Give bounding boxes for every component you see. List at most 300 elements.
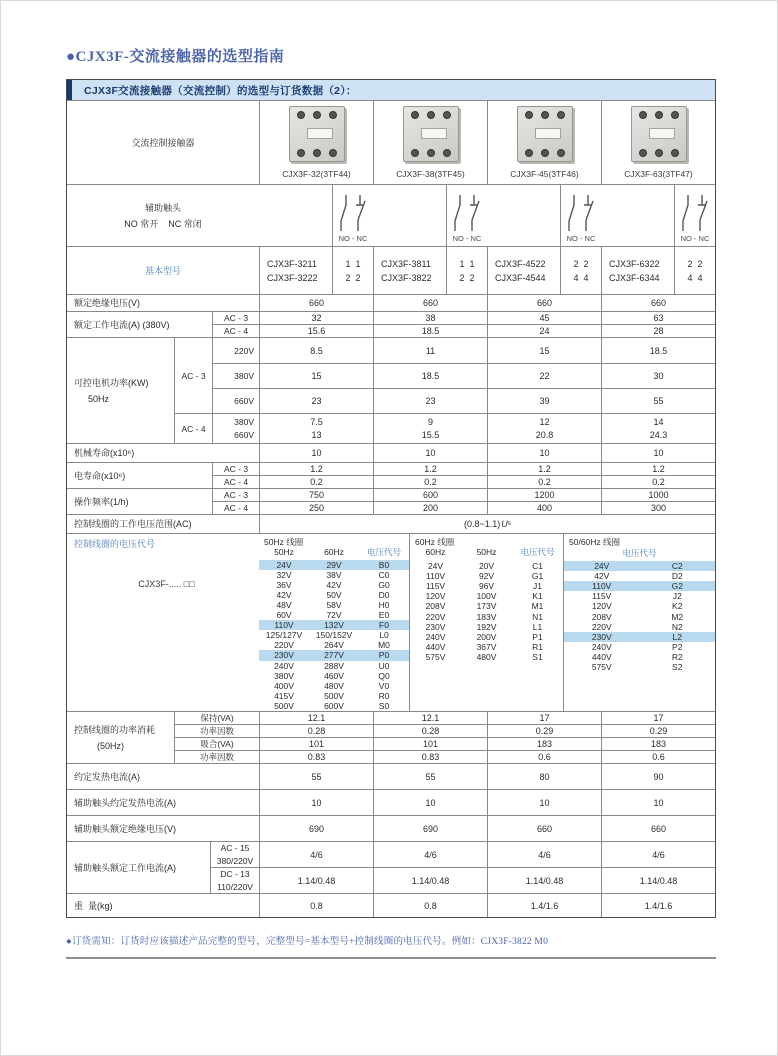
voltage-code-row: [564, 662, 715, 672]
value-line: 9: [427, 417, 433, 427]
voltage-code: N2: [671, 621, 683, 632]
voltage-code-row: [259, 620, 409, 630]
voltage-subcell: [212, 338, 259, 363]
contactor-model-label: CJX3F-32(3TF44): [282, 169, 351, 179]
nameplate-chip: [421, 128, 447, 139]
value-line: 18.5: [421, 371, 440, 381]
row-basic-model: [67, 246, 715, 294]
terminal-dots-bottom: [411, 149, 451, 157]
sub-row: [174, 750, 715, 763]
sub-label: AC - 3: [212, 463, 259, 475]
voltage-60hz: 288V: [324, 660, 344, 671]
model-names: [487, 247, 560, 294]
voltage-60hz: 600V: [324, 700, 344, 711]
row-label: 电寿命(x10⁶): [74, 470, 126, 481]
voltage-code: Q0: [378, 670, 390, 681]
nameplate-chip: [535, 128, 561, 139]
subheader-cell: 60Hz: [425, 547, 446, 557]
voltage-code: C0: [378, 569, 390, 580]
sub-row: [212, 501, 715, 514]
range-text: (0.8~1.1): [463, 519, 501, 529]
voltage-code-row: [410, 591, 563, 601]
value-line: 18.5: [649, 345, 668, 356]
voltage-code: H0: [378, 600, 390, 611]
voltage-code-row: [564, 622, 715, 632]
voltage-code: L2: [672, 631, 682, 642]
voltage-code-row: [410, 622, 563, 632]
voltage-60hz: 240V: [425, 631, 446, 642]
pole-count: 2 2: [459, 272, 475, 283]
voltage-code: S0: [378, 700, 390, 711]
no-nc-caption: NO - NC: [452, 234, 482, 243]
voltage-code-row: [564, 591, 715, 601]
voltage-code: C1: [532, 561, 543, 572]
voltage: 220V: [591, 621, 612, 632]
model-name: CJX3F-3811: [381, 258, 431, 269]
motor-row: [212, 388, 715, 413]
value-cell: 0.8: [373, 894, 487, 917]
subheader-cell: 电压代号: [366, 547, 401, 557]
value-cell: 600: [373, 489, 487, 501]
value-cell: 1.2: [601, 463, 715, 475]
sub-row: [174, 724, 715, 737]
group-title: 60Hz 线圈: [415, 537, 455, 547]
no-nc-contact-icon: [452, 193, 482, 233]
value-cell: 690: [259, 816, 373, 841]
value-line: 30: [653, 371, 664, 381]
sub-label-line: 110/220V: [217, 882, 253, 892]
group-subheader: [410, 547, 563, 561]
aux-empty-subcell: [373, 185, 446, 246]
voltage-60hz: 440V: [425, 641, 446, 652]
page-title: ●CJX3F-交流接触器的选型指南: [66, 49, 285, 65]
voltage-code-row: [410, 632, 563, 642]
coil-power-label: 控制线圈的功率消耗: [74, 724, 156, 735]
sub-label: 吸合(VA): [174, 738, 259, 750]
bottom-rule: [66, 957, 716, 959]
voltage-group-50hz: [259, 534, 409, 711]
value-cell: 0.2: [487, 476, 601, 488]
voltage-50hz: 100V: [476, 591, 497, 602]
value-cell: 690: [373, 816, 487, 841]
no-nc-caption: NO - NC: [566, 234, 596, 243]
value-cell: [487, 414, 601, 443]
value-cell: 750: [259, 489, 373, 501]
value-cell: 183: [487, 738, 601, 750]
voltage-code: C2: [671, 561, 683, 572]
terminal-dots-top: [297, 111, 337, 119]
value-cell: 55: [373, 764, 487, 789]
sub-label-line: DC - 13: [220, 869, 250, 879]
value-cell: 10: [373, 444, 487, 462]
terminal-dots-top: [639, 111, 679, 119]
value-cell: [373, 364, 487, 388]
contactor-model-label: CJX3F-63(3TF47): [624, 169, 693, 179]
value-cell: 400: [487, 502, 601, 514]
value-cell: 15.6: [259, 325, 373, 337]
voltage-60hz: 150/152V: [315, 630, 353, 641]
value-line: 55: [653, 396, 664, 406]
value-cell: 1.14/0.48: [259, 868, 373, 893]
aux-symbol-subcell: [446, 185, 487, 246]
voltage-50hz: 183V: [476, 611, 497, 622]
value-cell: 1.2: [259, 463, 373, 475]
aux-symbol-subcell: [560, 185, 601, 246]
row-aux-rated-current: [67, 841, 715, 893]
value-cell: 17: [487, 712, 601, 724]
value-cell: 32: [259, 312, 373, 324]
model-name: CJX3F-4522: [495, 258, 546, 269]
value-line: 11: [425, 345, 436, 356]
voltage-code-row: [410, 601, 563, 611]
voltage-50hz: 500V: [274, 700, 294, 711]
row-coil-voltage-range: [67, 514, 715, 533]
utilization-category: AC - 3: [174, 338, 212, 413]
aux-empty-subcell: [487, 185, 560, 246]
pole-counts: [674, 247, 715, 294]
aux-empty-subcell: [259, 185, 332, 246]
voltage-code: N1: [532, 611, 543, 622]
voltage-60hz: 480V: [324, 680, 344, 691]
voltage-line: 380V: [234, 417, 254, 427]
voltage-50hz: 48V: [276, 600, 292, 611]
table-header-title: CJX3F交流接触器（交流控制）的选型与订货数据（2）：: [84, 84, 357, 97]
voltage-code: P0: [378, 650, 390, 661]
voltage-60hz: 264V: [324, 640, 344, 651]
voltage-line: 380V: [234, 371, 254, 381]
voltage-code-row: [564, 571, 715, 581]
value-cell: 660: [601, 295, 715, 311]
nameplate-chip: [649, 128, 675, 139]
coil-power-freq: (50Hz): [97, 740, 125, 751]
order-note: ●订货需知：订货时应该描述产品完整的型号，完整型号=基本型号+控制线圈的电压代号。例如：CJX3F-3822 M0: [66, 937, 549, 947]
motor-group: [174, 338, 715, 413]
contactor-photo: [631, 106, 687, 162]
voltage-line: 660V: [234, 430, 254, 440]
voltage-60hz: 24V: [427, 561, 444, 572]
voltage-code: U0: [378, 660, 390, 671]
motor-row: [212, 338, 715, 363]
voltage-50hz: 192V: [476, 621, 497, 632]
value-cell: 10: [259, 790, 373, 815]
voltage-group-50-60hz: [563, 534, 715, 711]
voltage-50hz: 240V: [274, 660, 294, 671]
voltage-50hz: 480V: [476, 651, 497, 662]
group-title: 50/60Hz 线圈: [569, 537, 621, 547]
voltage-50hz: 200V: [476, 631, 497, 642]
voltage-code: D0: [378, 589, 390, 600]
voltage-code: B0: [378, 559, 390, 570]
voltage-60hz: 29V: [326, 559, 342, 570]
no-nc-contact-icon: [566, 193, 596, 233]
voltage-code: S1: [532, 651, 543, 662]
row-mechanical-life: [67, 443, 715, 462]
terminal-dots-bottom: [297, 149, 337, 157]
aux-symbol-subcell: [332, 185, 373, 246]
row-motor-power: [67, 337, 715, 443]
value-cell: 45: [487, 312, 601, 324]
voltage-50hz: 220V: [274, 640, 294, 651]
voltage-code: D2: [671, 571, 683, 582]
row-aux-insulation: [67, 815, 715, 841]
pole-count: 1 1: [345, 258, 361, 269]
nameplate-chip: [307, 128, 333, 139]
value-cell: [487, 338, 601, 363]
value-cell: 10: [601, 444, 715, 462]
voltage-50hz: 92V: [478, 571, 495, 582]
basic-model-cell: [487, 247, 601, 294]
voltage-code-row: [564, 652, 715, 662]
model-name: CJX3F-6344: [609, 272, 660, 283]
voltage-code-row: [410, 571, 563, 581]
motor-power-freq: 50Hz: [88, 393, 110, 404]
voltage-line: 220V: [234, 345, 254, 356]
contactor-photo: [403, 106, 459, 162]
value-cell: 1.2: [373, 463, 487, 475]
voltage-code: M1: [531, 601, 544, 612]
sub-label: AC - 4: [212, 325, 259, 337]
value-cell: [601, 414, 715, 443]
basic-model-cells: [259, 247, 715, 294]
terminal-dots-top: [411, 111, 451, 119]
value-cell: [373, 414, 487, 443]
contactor-model-label: CJX3F-45(3TF46): [510, 169, 579, 179]
coil-range-value: [259, 515, 715, 533]
value-cell: 10: [259, 444, 373, 462]
value-cell: 63: [601, 312, 715, 324]
row-label: 额定绝缘电压(V): [74, 298, 140, 308]
sub-label: AC - 4: [212, 476, 259, 488]
voltage-50hz: 125/127V: [265, 630, 303, 641]
voltage-code: J2: [672, 591, 682, 602]
sub-label: [210, 842, 259, 867]
voltage-codes-label: 控制线圈的电压代号: [74, 539, 156, 549]
voltage: 575V: [591, 661, 612, 672]
sub-label-line: AC - 15: [220, 843, 250, 853]
voltage-code-row: [564, 561, 715, 571]
sub-row: [174, 712, 715, 724]
value-cell: [601, 389, 715, 413]
value-cell: [373, 389, 487, 413]
no-nc-contact-icon: [680, 193, 710, 233]
value-cell: 0.6: [487, 751, 601, 763]
value-cell: [487, 389, 601, 413]
value-cell: [259, 338, 373, 363]
pole-count: 2 2: [573, 258, 589, 269]
value-cell: [259, 389, 373, 413]
voltage-60hz: 42V: [326, 579, 342, 590]
aux-cell: [601, 185, 715, 246]
value-line: 39: [539, 396, 550, 406]
terminal-dots-bottom: [639, 149, 679, 157]
voltage-60hz: 58V: [326, 600, 342, 611]
value-cell: 101: [373, 738, 487, 750]
value-cell: 0.2: [259, 476, 373, 488]
no-nc-contact-icon: [338, 193, 368, 233]
aux-cell: [487, 185, 601, 246]
voltage-line: 660V: [234, 396, 254, 406]
pole-count: 2 2: [687, 258, 703, 269]
range-sub: s: [507, 520, 512, 527]
sub-row: [210, 842, 715, 867]
sub-label: 保持(VA): [174, 712, 259, 724]
voltage-code: S2: [672, 661, 683, 672]
voltage-code-row: [259, 610, 409, 620]
value-cell: 0.29: [601, 725, 715, 737]
motor-row: [212, 363, 715, 388]
voltage-50hz: 367V: [476, 641, 497, 652]
voltage: 110V: [592, 581, 612, 592]
model-name: CJX3F-3211: [267, 258, 317, 269]
voltage-50hz: 42V: [276, 589, 292, 600]
value-cell: 0.6: [601, 751, 715, 763]
value-cell: [373, 338, 487, 363]
voltage-60hz: 500V: [324, 690, 344, 701]
value-cell: 660: [487, 816, 601, 841]
row-label: 辅助触头额定绝缘电压(V): [74, 823, 176, 834]
sub-row: [212, 463, 715, 475]
sub-label: 功率因数: [174, 751, 259, 763]
pole-counts: [332, 247, 373, 294]
voltage-code: L1: [532, 621, 543, 632]
value-line: 13: [311, 430, 322, 440]
voltage-code: P2: [672, 641, 683, 652]
voltage-50hz: 60V: [276, 610, 292, 621]
voltage-code-row: [259, 640, 409, 650]
value-line: 15.5: [421, 430, 440, 440]
value-cell: 24: [487, 325, 601, 337]
row-label: [67, 534, 259, 711]
value-line: 23: [425, 396, 436, 406]
value-cell: 38: [373, 312, 487, 324]
value-cell: 0.83: [373, 751, 487, 763]
row-label: 重 量(kg): [74, 900, 113, 911]
sub-label: 功率因数: [174, 725, 259, 737]
value-line: 15: [311, 371, 322, 381]
voltage-code-row: [564, 601, 715, 611]
value-cell: 28: [601, 325, 715, 337]
value-line: 23: [311, 396, 322, 406]
voltage-50hz: 36V: [276, 579, 292, 590]
aux-cell: [259, 185, 373, 246]
group-subheader: [564, 547, 715, 561]
voltage-code-table: [259, 534, 715, 711]
value-cell: 300: [601, 502, 715, 514]
utilization-category: AC - 4: [174, 414, 212, 443]
voltage-code-row: [564, 611, 715, 621]
sub-label: AC - 4: [212, 502, 259, 514]
voltage-code: R2: [671, 651, 683, 662]
subheader-cell: 50Hz: [476, 547, 497, 557]
value-cell: 4/6: [601, 842, 715, 867]
value-cell: 0.2: [601, 476, 715, 488]
voltage-code-row: [259, 580, 409, 590]
voltage-50hz: 400V: [274, 680, 294, 691]
value-line: 14: [653, 417, 664, 427]
voltage-code: E0: [378, 610, 390, 621]
row-label: [67, 185, 259, 246]
no-nc-caption: NO - NC: [338, 234, 368, 243]
value-cell: 660: [601, 816, 715, 841]
pole-count: 4 4: [687, 272, 703, 283]
voltage-code-row: [259, 671, 409, 681]
voltage-subcell: [212, 389, 259, 413]
subheader-cell: 60Hz: [324, 547, 344, 557]
voltage-code-row: [410, 642, 563, 652]
pole-counts: [560, 247, 601, 294]
voltage-60hz: 208V: [425, 601, 446, 612]
value-cell: 12.1: [373, 712, 487, 724]
contactor-photo: [289, 106, 345, 162]
value-cell: 1000: [601, 489, 715, 501]
row-aux-heating-current: [67, 789, 715, 815]
value-cell: 183: [601, 738, 715, 750]
voltage-code: G1: [531, 571, 544, 582]
voltage-code-row: [259, 681, 409, 691]
voltage-50hz: 20V: [478, 561, 495, 572]
value-cell: 101: [259, 738, 373, 750]
voltage-50hz: 173V: [476, 601, 497, 612]
sub-row: [212, 489, 715, 501]
value-cell: 4/6: [373, 842, 487, 867]
model-name: CJX3F-3222: [267, 272, 318, 283]
value-line: 7.5: [310, 417, 323, 427]
row-aux-contacts: [67, 184, 715, 246]
model-names: [373, 247, 446, 294]
group-title: 50Hz 线圈: [264, 537, 304, 547]
sub-row: [212, 312, 715, 324]
terminal-dots-top: [525, 111, 565, 119]
value-cell: 660: [259, 295, 373, 311]
voltage-code-row: [410, 611, 563, 621]
voltage-code-row: [259, 691, 409, 701]
row-label: 辅助触头额定工作电流(A): [74, 862, 176, 873]
voltage-code: J1: [533, 581, 542, 592]
basic-model-cell: [601, 247, 715, 294]
voltage-60hz: 230V: [425, 621, 446, 632]
voltage-code-row: [410, 581, 563, 591]
voltage-60hz: 575V: [425, 651, 446, 662]
row-contactor-photos: [67, 100, 715, 184]
voltage: 440V: [591, 651, 612, 662]
pole-count: 1 1: [459, 258, 475, 269]
row-label: 交流控制接触器: [131, 137, 195, 148]
value-cell: 660: [487, 295, 601, 311]
voltage-60hz: 132V: [324, 620, 344, 631]
sub-row: [212, 475, 715, 488]
voltage-code: R0: [378, 690, 390, 701]
motor-power-label: 可控电机功率(KW): [74, 377, 149, 388]
contactor-photo-cell: [373, 101, 487, 184]
contactor-photo-cell: [259, 101, 373, 184]
model-names: [259, 247, 332, 294]
voltage-50hz: 32V: [276, 569, 292, 580]
value-cell: 0.28: [259, 725, 373, 737]
value-cell: 4/6: [259, 842, 373, 867]
voltage-code: K2: [672, 601, 683, 612]
basic-model-cell: [259, 247, 373, 294]
motor-row: [212, 414, 715, 443]
value-line: 20.8: [535, 430, 554, 440]
voltage-code: P1: [532, 631, 543, 642]
voltage-code-row: [259, 661, 409, 671]
value-line: 24.3: [649, 430, 668, 440]
aux-cells: [259, 185, 715, 246]
table-header-bar: [67, 80, 715, 100]
voltage: 42V: [594, 571, 610, 582]
basic-model-cell: [373, 247, 487, 294]
value-cell: 10: [487, 444, 601, 462]
